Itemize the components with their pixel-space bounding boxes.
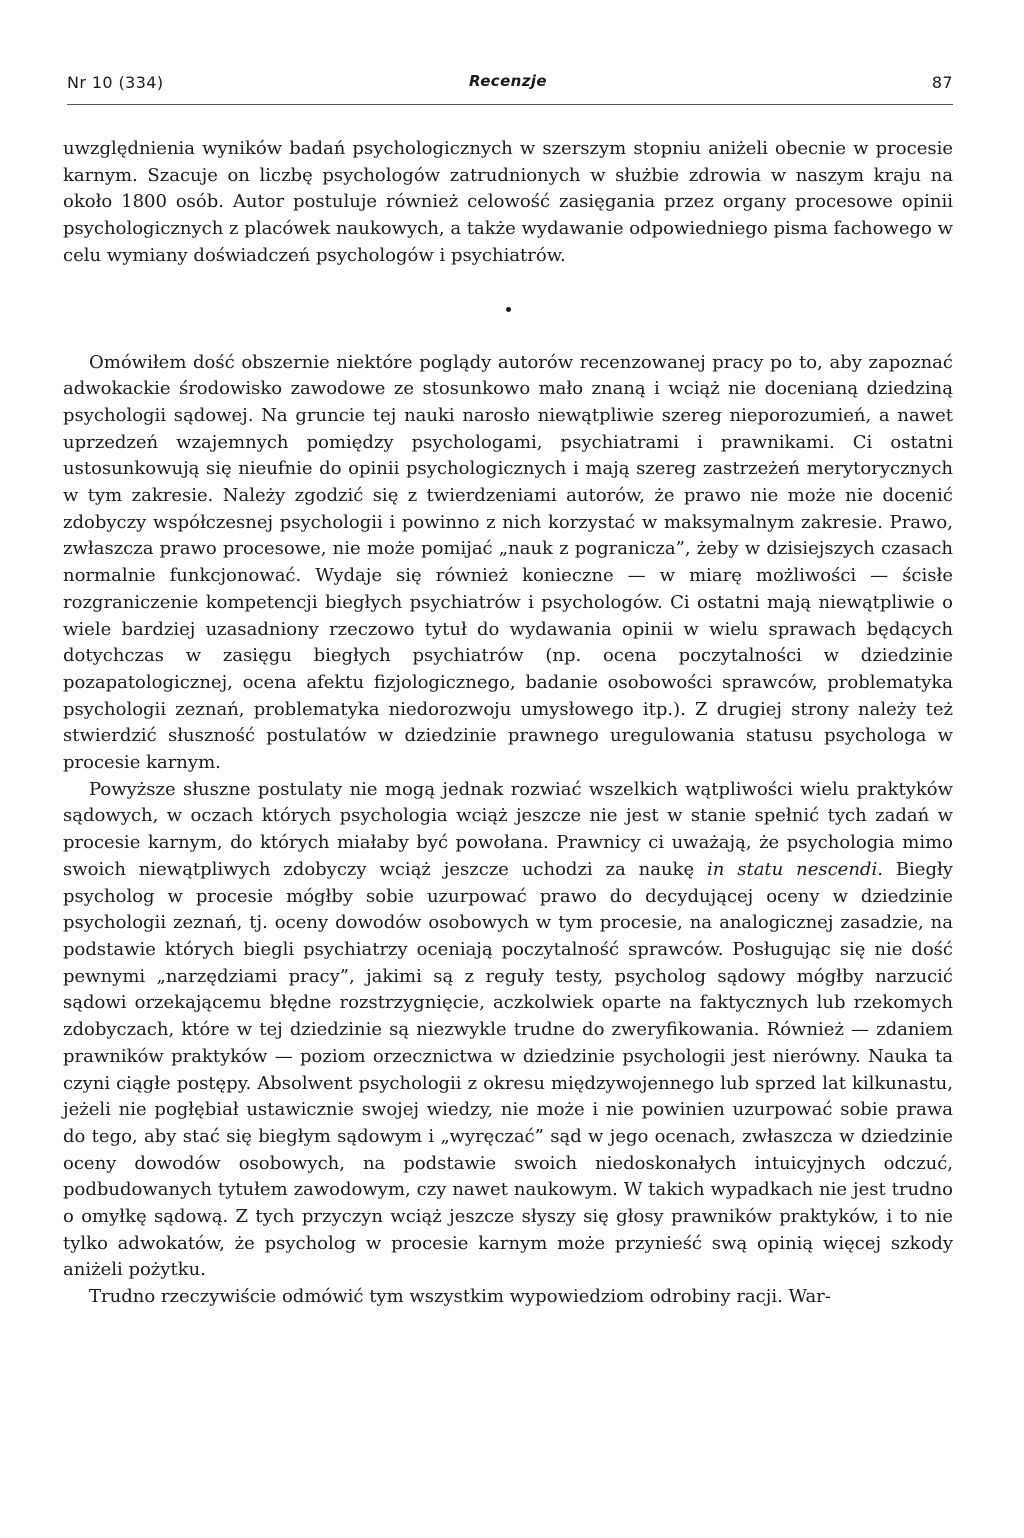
document-page bbox=[63, 64, 953, 1308]
paragraph-4: Trudno rzeczywiście odmówić tym wszystkim wypowiedziom odrobiny racji. War- bbox=[89, 1286, 831, 1308]
latin-phrase: in statu nescendi. bbox=[707, 858, 883, 880]
issue-number: Nr 10 (334) bbox=[67, 73, 164, 92]
paragraph-3 bbox=[63, 777, 953, 1284]
header-rule bbox=[67, 104, 953, 105]
bullet-separator-icon bbox=[506, 307, 511, 312]
section-separator bbox=[63, 270, 953, 350]
article-body bbox=[63, 136, 953, 1311]
running-header bbox=[63, 64, 953, 94]
paragraph-3-part-a: Powyższe słuszne postulaty nie mogą jednak rozwiać wszelkich wątpliwości wielu praktyków sądowych, w oczach których psychologia wciąż jeszcze nie jest w stanie spełnić tych zadań w procesie karnym, do których miałaby być powołana. Prawnicy ci uważają, że psychologia mimo swoich niewątpliwych zdobyczy wciąż jeszcze uchodzi za naukę bbox=[63, 778, 953, 880]
paragraph-1: uwzględnienia wyników badań psychologicznych w szerszym stopniu aniżeli obecnie w procesie karnym. Szacuje on liczbę psychologów zatrudnionych w służbie zdrowia w naszym kraju na około 1800 osób. Autor postuluje również celowość zasięgania przez organy procesowe opinii psychologicznych z placówek naukowych, a także wydawanie odpowiedniego pisma fachowego w celu wymiany doświadczeń psychologów i psychiatrów. bbox=[63, 138, 953, 266]
paragraph-3-part-b: Biegły psycholog w procesie mógłby sobie uzurpować prawo do decydującej oceny w dziedzinie psychologii zeznań, tj. oceny dowodów osobowych w tym procesie, na analogicznej zasadzie, na podstawie których biegli psychiatrzy oceniają poczytalność sprawców. Posługując się nie dość pewnymi „narzędziami pracy”, jakimi są z reguły testy, psycholog sądowy mógłby narzucić sądowi orzekającemu błędne rozstrzygnięcie, aczkolwiek oparte na faktycznych lub rzekomych zdobyczach, które w tej dziedzinie są niezwykle trudne do zweryfikowania. Również — zdaniem prawników praktyków — poziom orzecznictwa w dziedzinie psychologii jest nierówny. Nauka ta czyni ciągłe postępy. Absolwent psychologii z okresu międzywojennego lub sprzed lat kilkunastu, jeżeli nie pogłębiał ustawicznie swojej wiedzy, nie może i nie powinien uzurpować sobie prawa do tego, aby stać się biegłym sądowym i „wyręczać” sąd w jego ocenach, zwłaszcza w dziedzinie oceny dowodów osobowych, na podstawie swoich niedoskonałych intuicyjnych odczuć, podbudowanych tytułem zawodowym, czy nawet naukowym. W takich wypadkach nie jest trudno o omyłkę sądową. Z tych przyczyn wciąż jeszcze słyszy się głosy prawników praktyków, i to nie tylko adwokatów, że psycholog w procesie karnym może przynieść swą opinią więcej szkody aniżeli pożytku. bbox=[63, 858, 953, 1281]
page-number: 87 bbox=[931, 73, 953, 92]
paragraph-2: Omówiłem dość obszernie niektóre poglądy autorów recenzowanej pracy po to, aby zapoznać adwokackie środowisko zawodowe ze stosunkowo mało znaną i wciąż nie docenianą dziedziną psychologii sądowej. Na gruncie tej nauki narosło niewątpliwie szereg nieporozumień, a nawet uprzedzeń wzajemnych pomiędzy psychologami, psychiatrami i prawnikami. Ci ostatni ustosunkowują się nieufnie do opinii psychologicznych i mają szereg zastrzeżeń merytorycznych w tym zakresie. Należy zgodzić się z twierdzeniami autorów, że prawo nie może nie docenić zdobyczy współczesnej psychologii i powinno z nich korzystać w maksymalnym zakresie. Prawo, zwłaszcza prawo procesowe, nie może pomijać „nauk z pogranicza”, żeby w dzisiejszych czasach normalnie funkcjonować. Wydaje się również konieczne — w miarę możliwości — ścisłe rozgraniczenie kompetencji biegłych psychiatrów i psychologów. Ci ostatni mają niewątpliwie o wiele bardziej uzasadniony rzeczowo tytuł do wydawania opinii w wielu sprawach będących dotychczas w zasięgu biegłych psychiatrów (np. ocena poczytalności w dziedzinie pozapatologicznej, ocena afektu fizjologicznego, badanie osobowości sprawców, problematyka psychologii zeznań, problematyka niedorozwoju umysłowego itp.). Z drugiej strony należy też stwierdzić słuszność postulatów w dziedzinie prawnego uregulowania statusu psychologa w procesie karnym. bbox=[63, 351, 953, 774]
section-title: Recenzje bbox=[469, 72, 547, 90]
